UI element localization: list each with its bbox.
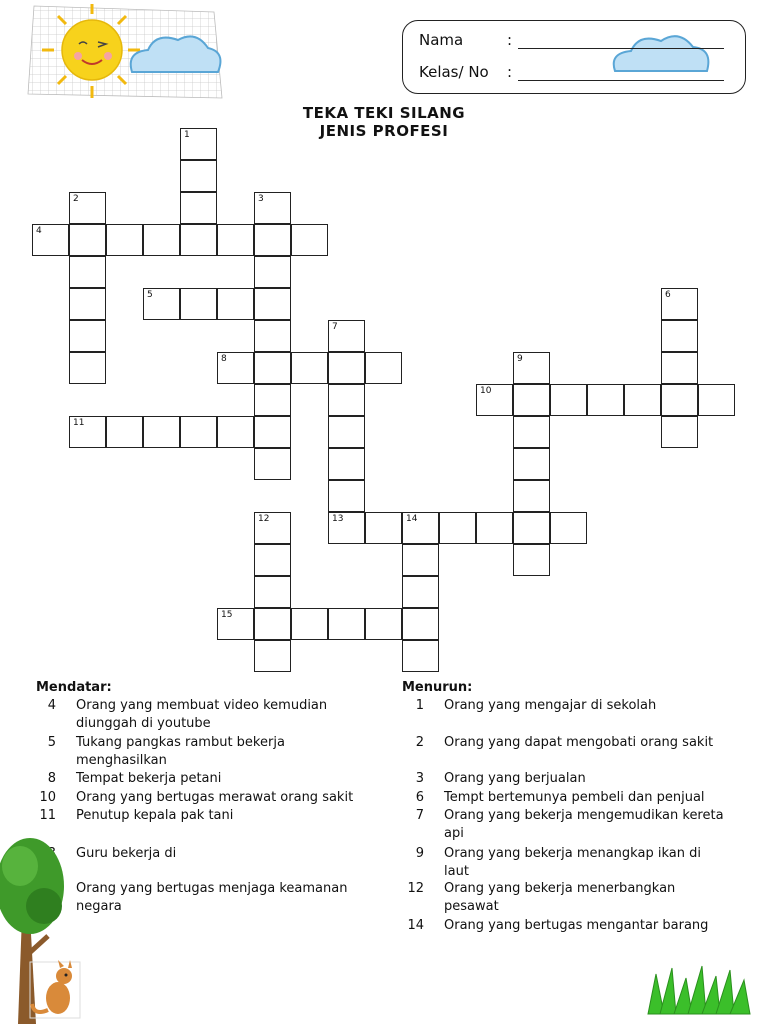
grid-cell[interactable] [661, 320, 698, 352]
clue-number: 7 [332, 322, 338, 332]
clue-item-number: 7 [415, 808, 424, 823]
grid-cell[interactable] [143, 224, 180, 256]
grid-cell[interactable] [624, 384, 661, 416]
clue-item [26, 880, 356, 916]
grid-cell[interactable] [69, 416, 106, 448]
grid-cell[interactable] [550, 384, 587, 416]
grid-cell[interactable] [513, 448, 550, 480]
clue-item-number: 8 [47, 771, 56, 786]
clue-text-line: Orang yang bertugas merawat orang sakit [76, 790, 354, 805]
clue-item-number: 14 [407, 918, 424, 933]
clue-item-number: 1 [415, 698, 424, 713]
clue-number: 10 [480, 386, 492, 396]
grid-cell[interactable] [365, 608, 402, 640]
grid-cell[interactable] [291, 608, 328, 640]
clue-item-number: 5 [47, 735, 56, 750]
clue-number: 5 [147, 290, 153, 300]
grid-cell[interactable] [254, 448, 291, 480]
grid-cell[interactable] [254, 320, 291, 352]
grid-cell[interactable] [254, 288, 291, 320]
down-heading: Menurun: [402, 680, 473, 695]
grid-cell[interactable] [402, 512, 439, 544]
class-colon: : [507, 63, 513, 81]
grid-cell[interactable] [217, 352, 254, 384]
grid-cell[interactable] [328, 384, 365, 416]
clue-item [26, 734, 356, 770]
grid-cell[interactable] [402, 544, 439, 576]
clue-number: 11 [73, 418, 85, 428]
grid-cell[interactable] [69, 288, 106, 320]
grid-cell[interactable] [513, 384, 550, 416]
grid-cell[interactable] [254, 608, 291, 640]
clue-item [394, 807, 724, 843]
clue-text-line: Orang yang membuat video kemudian [76, 698, 328, 713]
clue-item [394, 845, 724, 881]
clue-item-text [444, 734, 713, 752]
clue-item-text [444, 880, 675, 916]
clue-number: 2 [73, 194, 79, 204]
grid-cell[interactable] [69, 352, 106, 384]
clue-item [394, 734, 724, 752]
clue-number: 6 [665, 290, 671, 300]
grid-cell[interactable] [180, 288, 217, 320]
grid-cell[interactable] [32, 224, 69, 256]
grid-cell[interactable] [180, 224, 217, 256]
clue-item-number: 12 [407, 881, 424, 896]
clue-text-line: Tempat bekerja petani [76, 771, 222, 786]
clue-item-text [76, 734, 285, 770]
clue-item-number: 3 [415, 771, 424, 786]
grid-cell[interactable] [69, 224, 106, 256]
clue-item-number: 10 [39, 790, 56, 805]
clue-item [26, 807, 356, 825]
grid-cell[interactable] [180, 416, 217, 448]
clue-text-line: menghasilkan [76, 753, 167, 768]
clue-item [26, 845, 356, 863]
clue-item [394, 697, 724, 715]
clue-item-number: 2 [415, 735, 424, 750]
title-line-1: TEKA TEKI SILANG [302, 104, 466, 122]
grid-cell[interactable] [254, 544, 291, 576]
grid-cell[interactable] [217, 224, 254, 256]
grid-cell[interactable] [328, 416, 365, 448]
clue-item [26, 789, 356, 807]
grid-cell[interactable] [254, 640, 291, 672]
clue-item [26, 770, 356, 788]
clue-text-line: Orang yang bertugas menjaga keamanan [76, 881, 348, 896]
clue-number: 13 [332, 514, 344, 524]
grid-cell[interactable] [254, 352, 291, 384]
clue-item-text [76, 770, 221, 788]
grid-cell[interactable] [69, 320, 106, 352]
clue-text-line: negara [76, 899, 122, 914]
grid-cell[interactable] [217, 288, 254, 320]
clue-item-number: 6 [415, 790, 424, 805]
grid-cell[interactable] [476, 384, 513, 416]
grid-cell[interactable] [439, 512, 476, 544]
clue-text-line: laut [444, 864, 469, 879]
clue-number: 1 [184, 130, 190, 140]
clue-text-line: api [444, 826, 464, 841]
grass-icon [646, 964, 756, 1016]
grid-cell[interactable] [180, 192, 217, 224]
grid-cell[interactable] [513, 416, 550, 448]
grid-cell[interactable] [661, 288, 698, 320]
grid-cell[interactable] [698, 384, 735, 416]
clue-item-text [444, 789, 705, 807]
grid-cell[interactable] [513, 512, 550, 544]
clue-item-text [76, 880, 347, 916]
clue-text-line: Tempt bertemunya pembeli dan penjual [444, 790, 705, 805]
clue-item-number: 9 [415, 846, 424, 861]
grid-cell[interactable] [476, 512, 513, 544]
grid-cell[interactable] [365, 352, 402, 384]
clue-text-line: Tukang pangkas rambut bekerja [76, 735, 285, 750]
grid-cell[interactable] [328, 448, 365, 480]
grid-cell[interactable] [661, 384, 698, 416]
clue-item-text [444, 917, 708, 935]
clue-text-line: pesawat [444, 899, 499, 914]
clue-item [394, 770, 724, 788]
clue-item [394, 789, 724, 807]
grid-cell[interactable] [291, 224, 328, 256]
clue-text-line: Orang yang mengajar di sekolah [444, 698, 657, 713]
clue-number: 15 [221, 610, 233, 620]
clue-item [26, 697, 356, 733]
grid-cell[interactable] [328, 320, 365, 352]
grid-cell[interactable] [402, 608, 439, 640]
clue-item-number: 4 [47, 698, 56, 713]
grid-cell[interactable] [254, 192, 291, 224]
grid-cell[interactable] [328, 352, 365, 384]
grid-cell[interactable] [217, 416, 254, 448]
grid-cell[interactable] [217, 608, 254, 640]
grid-cell[interactable] [661, 352, 698, 384]
name-label: Nama [419, 31, 464, 49]
grid-cell[interactable] [254, 512, 291, 544]
grid-cell[interactable] [365, 512, 402, 544]
clue-text-line: Orang yang bekerja menangkap ikan di [444, 846, 701, 861]
across-heading: Mendatar: [36, 680, 112, 695]
clue-item-text [76, 697, 327, 733]
title-line-2: JENIS PROFESI [319, 122, 449, 140]
clue-item-text [444, 807, 724, 843]
grid-cell[interactable] [106, 416, 143, 448]
grid-cell[interactable] [328, 480, 365, 512]
clue-item-text [444, 770, 586, 788]
clue-item-text [444, 845, 701, 881]
grid-cell[interactable] [180, 128, 217, 160]
clue-item-number: 11 [39, 808, 56, 823]
clue-text-line: diunggah di youtube [76, 716, 211, 731]
grid-cell[interactable] [402, 576, 439, 608]
clue-number: 3 [258, 194, 264, 204]
clue-item-text [76, 845, 176, 863]
grid-cell[interactable] [254, 384, 291, 416]
grid-cell[interactable] [180, 160, 217, 192]
grid-cell[interactable] [69, 256, 106, 288]
clue-number: 12 [258, 514, 270, 524]
grid-cell[interactable] [513, 480, 550, 512]
grid-cell[interactable] [69, 192, 106, 224]
clue-item [394, 917, 724, 935]
clue-item-text [444, 697, 656, 715]
grid-cell[interactable] [513, 544, 550, 576]
clue-text-line: Penutup kepala pak tani [76, 808, 234, 823]
grid-cell[interactable] [328, 512, 365, 544]
class-label: Kelas/ No [419, 63, 489, 81]
clue-text-line: Orang yang dapat mengobati orang sakit [444, 735, 714, 750]
clue-item-text [76, 807, 233, 825]
clue-item-text [76, 789, 353, 807]
kangaroo-icon [28, 960, 82, 1020]
clue-text-line: Guru bekerja di [76, 846, 177, 861]
grid-cell[interactable] [328, 608, 365, 640]
clue-text-line: Orang yang bekerja menerbangkan [444, 881, 676, 896]
grid-cell[interactable] [143, 416, 180, 448]
clue-number: 9 [517, 354, 523, 364]
grid-cell[interactable] [254, 576, 291, 608]
grid-cell[interactable] [254, 256, 291, 288]
grid-cell[interactable] [402, 640, 439, 672]
clue-text-line: Orang yang bekerja mengemudikan kereta [444, 808, 724, 823]
grid-cell[interactable] [661, 416, 698, 448]
grid-cell[interactable] [550, 512, 587, 544]
grid-cell[interactable] [143, 288, 180, 320]
clue-number: 14 [406, 514, 418, 524]
clue-text-line: Orang yang bertugas mengantar barang [444, 918, 709, 933]
name-colon: : [507, 31, 513, 49]
clue-number: 4 [36, 226, 42, 236]
grid-cell[interactable] [291, 352, 328, 384]
clue-text-line: Orang yang berjualan [444, 771, 586, 786]
grid-cell[interactable] [106, 224, 143, 256]
grid-cell[interactable] [254, 416, 291, 448]
clue-number: 8 [221, 354, 227, 364]
clue-item [394, 880, 724, 916]
grid-cell[interactable] [254, 224, 291, 256]
grid-cell[interactable] [513, 352, 550, 384]
grid-cell[interactable] [587, 384, 624, 416]
